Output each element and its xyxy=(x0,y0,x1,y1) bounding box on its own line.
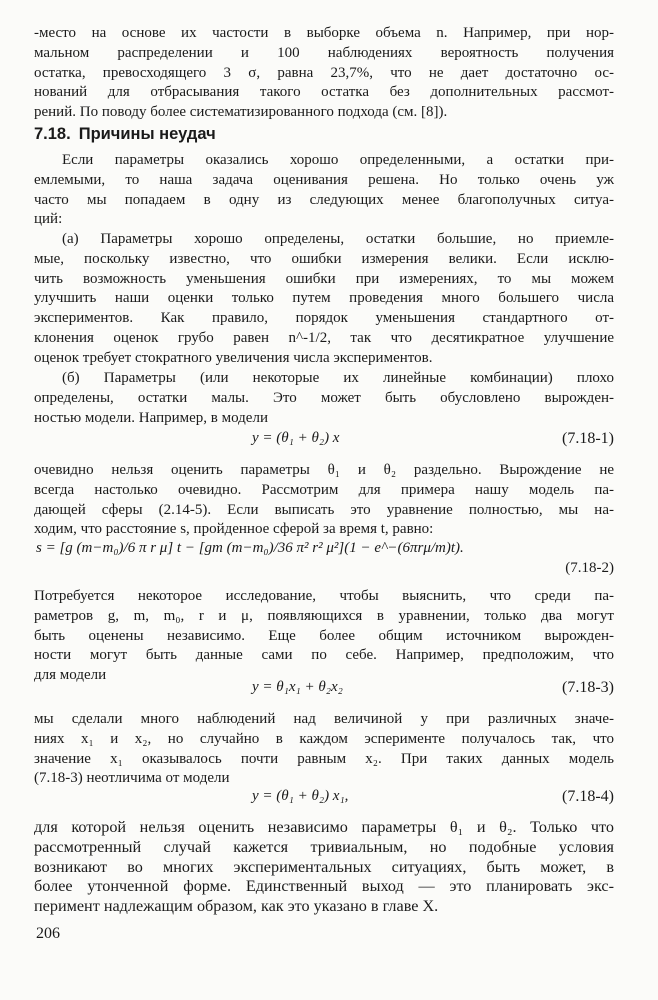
text-line: рассмотренный случай кажется тривиальным, но подобные условия xyxy=(34,837,614,856)
section-number: 7.18. xyxy=(34,125,71,143)
text-line: дающей сферы (2.14-5). Если выписать это уравнение полностью, мы на- xyxy=(34,501,614,518)
after-eq1-paragraph xyxy=(34,461,614,540)
equation-expression: y = (θ₁ + θ₂) x xyxy=(252,430,340,446)
text-line: быть оценены независимо. Еще более общим источником вырожден- xyxy=(34,627,614,644)
section-title: Причины неудач xyxy=(78,125,216,143)
after-eq2-paragraph xyxy=(34,587,614,686)
text-line: (7.18-3) неотличима от модели xyxy=(34,770,230,787)
text-line: остатка, превосходящего 3 σ, равна 23,7%, что не дает достаточно ос- xyxy=(34,64,614,81)
case-a-paragraph xyxy=(34,230,614,369)
intro-paragraph xyxy=(34,151,614,230)
text-line: клонения оценок грубо равен n^-1/2, так что десятикратное улучшение xyxy=(34,329,614,346)
text-line: ностью модели. Например, в модели xyxy=(34,409,268,426)
case-b-paragraph xyxy=(34,369,614,428)
text-line: (а) Параметры хорошо определены, остатки большие, но приемле- xyxy=(62,231,614,247)
text-line: мальном распределении и 100 наблюдениях вероятность получения xyxy=(34,44,614,61)
equation-number: (7.18-4) xyxy=(562,788,614,805)
text-line: для которой нельзя оценить независимо параметры θ₁ и θ₂. Только что xyxy=(34,818,614,836)
text-line: (б) Параметры (или некоторые их линейные комбинации) плохо xyxy=(62,370,614,386)
equation-7-18-1 xyxy=(34,430,614,456)
section-heading xyxy=(34,125,216,144)
equation-expression: s = [g (m−m₀)/6 π r μ] t − [gm (m−m₀)/36 π² r² μ²](1 − e^−(6πrμ/m)t). xyxy=(36,540,464,556)
text-line: раметров g, m, m₀, r и μ, появляющихся в уравнении, только два могут xyxy=(34,607,614,624)
text-line: ности могут быть данные сами по себе. Например, предположим, что xyxy=(34,647,614,664)
equation-7-18-2 xyxy=(36,540,614,580)
equation-expression: y = (θ₁ + θ₂) x₁, xyxy=(252,788,349,804)
text-line: нований для отбрасывания такого остатка без дополнительных рассмот- xyxy=(34,84,614,101)
text-line: значение x₁ оказывалось почти равным x₂. При таких данных модель xyxy=(34,750,614,767)
text-line: чить возможность уменьшения ошибки при измерениях, то мы можем xyxy=(34,270,614,287)
text-line: улучшить наши оценки только путем проведения много большего числа xyxy=(34,290,614,307)
text-line: мые, поскольку известно, что ошибки измерения велики. Если исклю- xyxy=(34,250,614,267)
text-line: емлемыми, то наша задача оценивания решена. Но только очень уж xyxy=(34,171,614,188)
text-line: оценок требует стократного увеличения числа экспериментов. xyxy=(34,349,433,366)
equation-number: (7.18-3) xyxy=(562,679,614,696)
text-line: часто мы попадаем в одну из следующих менее благополучных ситуа- xyxy=(34,191,614,208)
equation-number: (7.18-1) xyxy=(562,430,614,447)
after-eq4-paragraph xyxy=(34,816,614,915)
equation-7-18-3 xyxy=(34,679,614,705)
text-line: всегда настолько очевидно. Рассмотрим для примера нашу модель па- xyxy=(34,481,614,498)
text-line: -место на основе их частости в выборке объема n. Например, при нор- xyxy=(34,25,614,41)
equation-expression: y = θ₁x₁ + θ₂x₂ xyxy=(252,679,343,695)
after-eq3-paragraph xyxy=(34,710,614,789)
text-line: очевидно нельзя оценить параметры θ₁ и θ₂ раздельно. Вырождение не xyxy=(34,462,614,478)
page-number: 206 xyxy=(36,925,60,942)
text-line: определены, остатки малы. Это может быть обусловлено вырожден- xyxy=(34,389,614,406)
text-line: мы сделали много наблюдений над величиной y при различных значе- xyxy=(34,711,614,727)
equation-7-18-4 xyxy=(34,788,614,814)
text-line: перимент надлежащим образом, как это указано в главе X. xyxy=(34,897,439,916)
equation-number: (7.18-2) xyxy=(565,560,614,576)
text-line: для модели xyxy=(34,667,107,684)
text-line: Потребуется некоторое исследование, чтобы выяснить, что среди па- xyxy=(34,588,614,604)
text-line: рений. По поводу более систематизированного подхода (см. [8]). xyxy=(34,104,448,121)
text-line: Если параметры оказались хорошо определенными, а остатки при- xyxy=(62,152,614,168)
text-line: более утонченной форме. Единственный выход — это планировать экс- xyxy=(34,877,614,896)
top-paragraph xyxy=(34,24,614,123)
text-line: ций: xyxy=(34,211,63,228)
text-line: возникают во многих экспериментальных ситуациях, быть может, в xyxy=(34,857,614,876)
text-line: ходим, что расстояние s, пройденное сферой за время t, равно: xyxy=(34,521,434,538)
text-line: ниях x₁ и x₂, но случайно в каждом эсперименте получалось так, что xyxy=(34,730,614,747)
text-line: экспериментов. Как правило, порядок уменьшения стандартного от- xyxy=(34,310,614,327)
